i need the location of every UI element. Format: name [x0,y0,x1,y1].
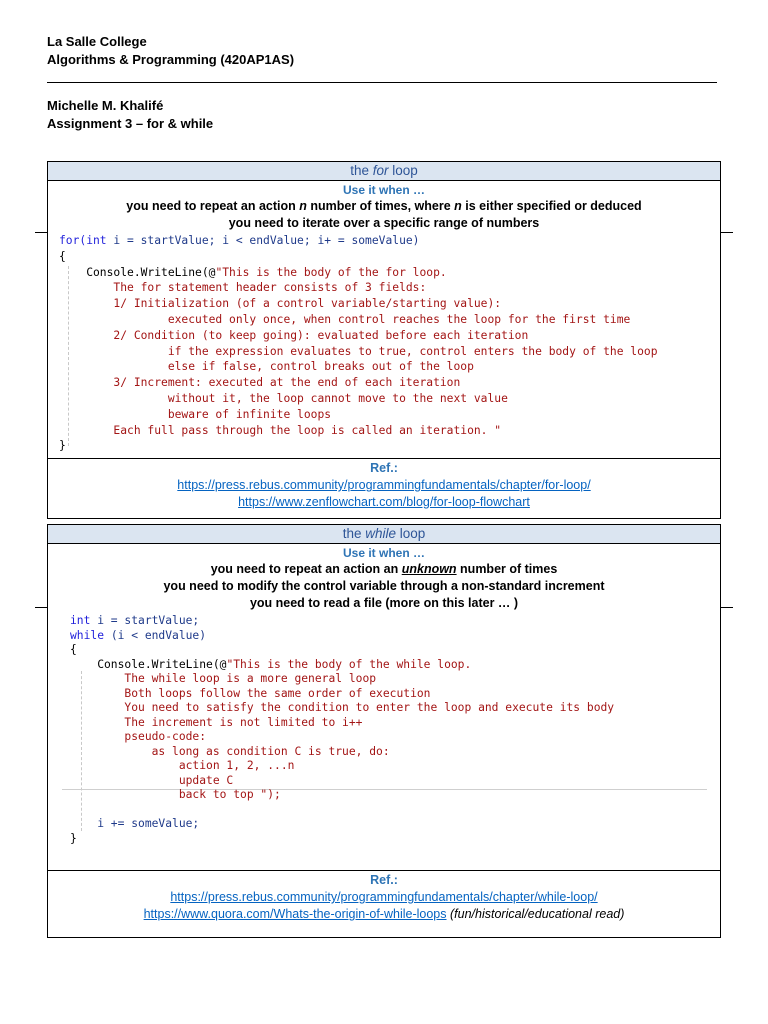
right-tick [721,607,733,608]
right-tick [721,232,733,233]
while-reason-1: you need to repeat an action an unknown number of times [210,562,558,576]
author-name: Michelle M. Khalifé [47,98,164,113]
while-reason-3: you need to read a file (more on this later … ) [249,596,519,610]
course-name: Algorithms & Programming (420AP1AS) [47,52,295,67]
while-ref-note: (fun/historical/educational read) [446,907,625,921]
while-ref-block [48,872,720,923]
code-keyword: int [70,614,91,627]
for-loop-box [47,161,721,519]
while-loop-title: the while loop [48,525,720,544]
while-reason-2: you need to modify the control variable through a non-standard increment [163,579,605,593]
while-ref-label: Ref.: [370,873,398,887]
while-ref-link-1[interactable]: https://press.rebus.community/programmingfundamentals/chapter/while-loop/ [170,890,598,904]
header-rule [47,82,717,83]
college-name: La Salle College [47,34,147,49]
for-ref-label: Ref.: [370,461,398,475]
for-reason-1: you need to repeat an action n number of times, where n is either specified or deduced [126,199,642,213]
code-line: i = startValue; i < endValue; i+ = someValue) [106,234,420,247]
for-use-when: Use it when … [342,183,425,197]
for-ref-block [48,460,720,511]
document-header [47,33,294,69]
while-code-block: int i = startValue; while (i < endValue) { Console.WriteLine(@"This is the body of the while loop. The while loop is a more general loop Both loops follow the same order of execution You need to satisfy the condition to enter the loop and execute its body The increment is not limited to i++ pseudo-code: as long as condition C is true, do: action 1, 2, ...n update C back to top "); i += someValue; } [70,614,615,845]
left-tick [35,607,47,608]
for-code-block: for(int i = startValue; i < endValue; i+ = someValue) { Console.WriteLine(@"This is the body of the for loop. The for statement header consists of 3 fields: 1/ Initialization (of a control variable/starting value): executed only once, when control reaches the loop for the first time 2/ Condition (to keep going): evaluated before each iteration if the expression evaluates to true, control enters the body of the loop else if false, control breaks out of the loop 3/ Increment: executed at the end of each iteration without it, the loop cannot move to the next value beware of infinite loops Each full pass through the loop is called an iteration. " } [59,234,658,453]
assignment-title: Assignment 3 – for & while [47,116,214,131]
for-ref-link-2[interactable]: https://www.zenflowchart.com/blog/for-loop-flowchart [238,495,530,509]
while-use-when: Use it when … [342,546,425,560]
while-ref-link-2[interactable]: https://www.quora.com/Whats-the-origin-of-while-loops [143,907,447,921]
for-ref-divider [47,458,721,459]
left-tick [35,232,47,233]
code-keyword: while [70,628,105,642]
for-ref-link-1[interactable]: https://press.rebus.community/programmingfundamentals/chapter/for-loop/ [177,478,591,492]
for-reason-2: you need to iterate over a specific range of numbers [228,216,540,230]
while-loop-box [47,524,721,938]
while-ref-divider [47,870,721,871]
for-loop-title: the for loop [48,162,720,181]
code-keyword: for(int [59,234,107,247]
author-block [47,97,213,133]
